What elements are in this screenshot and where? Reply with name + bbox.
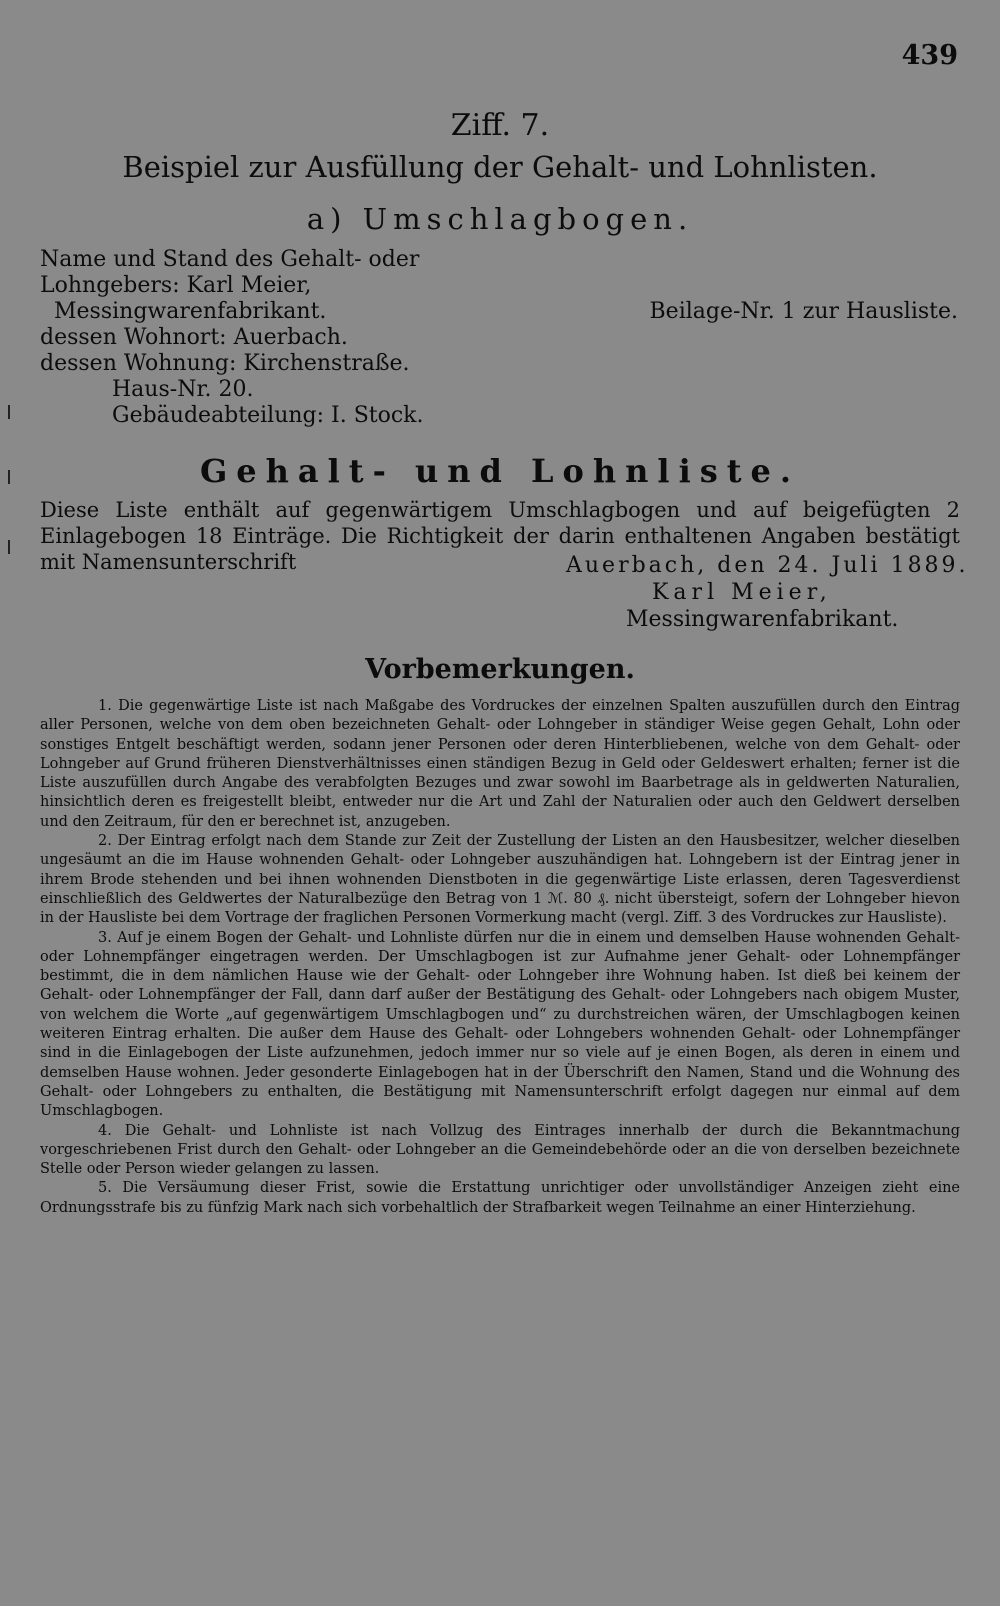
employer-line: dessen Wohnung: Kirchenstraße. bbox=[40, 351, 410, 376]
note-paragraph: 4. Die Gehalt- und Lohnliste ist nach Vollzug des Eintrages innerhalb der durch die Bekanntmachung vorgeschriebenen Frist durch den Gehalt- oder Lohngeber an die Gemeindebehörde oder an die von derselben bezeichnete Stelle oder Person wieder gelangen zu lassen. bbox=[40, 1122, 960, 1178]
employer-line: Gebäudeabteilung: I. Stock. bbox=[112, 403, 424, 428]
signature-name: Karl Meier, bbox=[652, 580, 832, 605]
note-paragraph: 5. Die Versäumung dieser Frist, sowie die Erstattung unrichtiger oder unvollständiger Anzeigen zieht eine Ordnungsstrafe bis zu fünfzig Mark nach sich vorbehaltlich der Strafbarkeit wegen Teilnahme an einer Hinterziehung. bbox=[40, 1180, 960, 1216]
signature-title: Messingwarenfabrikant. bbox=[626, 607, 899, 632]
employer-line: Haus-Nr. 20. bbox=[112, 377, 254, 402]
section-number: Ziff. 7. bbox=[450, 108, 550, 143]
margin-mark bbox=[8, 405, 10, 419]
note-paragraph: 3. Auf je einem Bogen der Gehalt- und Lohnliste dürfen nur die in einem und demselben Hause wohnenden Gehalt- oder Lohnempfänger eingetragen werden. Der Umschlagbogen ist zur Aufnahme jener Gehalt- oder Lohnempfänger bestimmt, die in dem nämlichen Hause wie der Gehalt- oder Lohngeber ihre Wohnung haben. Ist dieß bei keinem der Gehalt- oder Lohnempfänger der Fall, dann darf außer der Bestätigung des Gehalt- oder Lohngebers nach obigem Muster, von welchem die Worte „auf gegenwärtigem Umschlagbogen und“ zu durchstreichen wären, der Umschlagbogen keinen weiteren Eintrag erhalten. Die außer dem Hause des Gehalt- oder Lohngebers wohnenden Gehalt- oder Lohnempfänger sind in die Einlagebogen der Liste aufzunehmen, jedoch immer nur so viele auf je einen Bogen, als deren in einem und demselben Hause wohnen. Jeder gesonderte Einlagebogen hat in der Überschrift den Namen, Stand und die Wohnung des Gehalt- oder Lohngebers zu enthalten, die Bestätigung mit Namensunterschrift erfolgt dagegen nur einmal auf dem Umschlagbogen. bbox=[40, 929, 960, 1120]
beilage-number: Beilage-Nr. 1 zur Hausliste. bbox=[649, 299, 958, 324]
employer-line: Lohngebers: Karl Meier, bbox=[40, 273, 312, 298]
note-paragraph: 2. Der Eintrag erfolgt nach dem Stande zur Zeit der Zustellung der Listen an den Hausbesitzer, welcher dieselben ungesäumt an die im Hause wohnenden Gehalt- oder Lohngeber auszuhändigen hat. Lohngebern ist der Eintrag jener in ihrem Brode stehenden und bei ihnen wohnenden Dienstboten in die gegenwärtige Liste erlassen, deren Tagesverdienst einschließlich des Geldwertes der Naturalbezüge den Betrag von 1 ℳ. 80 ₰. nicht übersteigt, sofern der Lohngeber hievon in der Hausliste bei dem Vortrage der fraglichen Personen Vormerkung macht (vergl. Ziff. 3 des Vordruckes zur Hausliste). bbox=[40, 833, 960, 927]
notes-section bbox=[40, 697, 960, 1218]
signature-place-date: Auerbach, den 24. Juli 1889. bbox=[566, 553, 969, 578]
page-title: Beispiel zur Ausfüllung der Gehalt- und Lohnlisten. bbox=[122, 150, 878, 184]
employer-line: Name und Stand des Gehalt- oder bbox=[40, 247, 420, 272]
employer-line: dessen Wohnort: Auerbach. bbox=[40, 325, 348, 350]
page-number: 439 bbox=[901, 40, 958, 71]
note-paragraph: 1. Die gegenwärtige Liste ist nach Maßgabe des Vordruckes der einzelnen Spalten auszufüllen durch den Eintrag aller Personen, welche von dem oben bezeichneten Gehalt- oder Lohngeber in ständiger Weise gegen Gehalt, Lohn oder sonstiges Entgelt beschäftigt werden, sodann jener Personen oder deren Hinterbliebenen, welche von dem Gehalt- oder Lohngeber auf Grund früheren Dienstverhältnisses einen ständigen Bezug in Geld oder Geldeswert erhalten; ferner ist die Liste auszufüllen durch Angabe des verabfolgten Bezuges und zwar sowohl im Baarbetrage als in geldwerten Naturalien, hinsichtlich deren es freigestellt bleibt, entweder nur die Art und Zahl der Naturalien oder auch den Geldwert derselben und den Zeitraum, für den er berechnet ist, anzugeben. bbox=[40, 698, 960, 830]
margin-mark bbox=[8, 540, 10, 554]
intro-paragraph: Diese Liste enthält auf gegenwärtigem Umschlagbogen und auf beigefügten 2 Einlagebogen 18 Einträge. Die Richtigkeit der darin enthaltenen Angaben bestätigt mit Namensunterschrift bbox=[40, 498, 960, 574]
employer-line: Messingwarenfabrikant. bbox=[54, 299, 327, 324]
preliminary-heading: Vorbemerkungen. bbox=[365, 654, 635, 685]
subtitle: a) Umschlagbogen. bbox=[306, 202, 694, 236]
list-title: Gehalt- und Lohnliste. bbox=[199, 452, 801, 490]
